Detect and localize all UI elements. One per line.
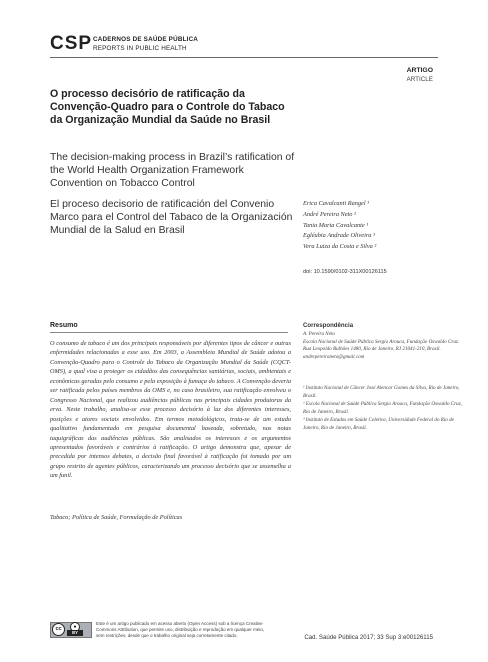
correspondence-heading: Correspondência <box>303 322 354 329</box>
affiliation: ² Escola Nacional de Saúde Pública Sergio Arouca, Fundação Oswaldo Cruz, Rio de Janeiro, Brasil. <box>303 400 462 415</box>
author: Vera Luiza da Costa e Silva ² <box>303 243 377 251</box>
correspondence-institution: Escola Nacional de Saúde Pública Sergio Arouca, Fundação Oswaldo Cruz. <box>303 338 460 345</box>
license-text: Este é um artigo publicado em acesso aberto (Open Access) sob a licença Creative Commons Attribution, que permite uso, distribuição e reprodução em qualquer meio, sem restrições, desde que o trabalho original seja corretamente citado. <box>96 621 265 638</box>
correspondence-address: Rua Leopoldo Bulhões 1480, Rio de Janeiro, RJ 21041-210, Brasil. <box>303 346 441 353</box>
author: André Pereira Neto ² <box>303 210 356 218</box>
author: Egléubia Andrade Oliveira ³ <box>303 232 375 240</box>
abstract-heading: Resumo <box>50 322 78 329</box>
keywords: Tabaco; Política de Saúde, Formulação de Políticas <box>50 514 183 521</box>
correspondence-email[interactable]: andrepereiraneto@gmail.com <box>303 354 365 361</box>
correspondence-name: A. Pereira Neto <box>303 331 335 337</box>
affiliation: ¹ Instituto Nacional de Câncer José Alencar Gomes da Silva, Rio de Janeiro, Brasil. <box>303 385 460 399</box>
header-rule <box>50 57 438 58</box>
correspondence-block <box>303 331 463 362</box>
abstract-rule <box>50 332 288 333</box>
footer-citation: Cad. Saúde Pública 2017; 33 Sup 3:e00126115 <box>304 634 433 641</box>
affiliation: ³ Instituto de Estudos em Saúde Coletiva, Universidade Federal do Rio de Janeiro, Rio de Janeiro, Brasil. <box>303 416 454 431</box>
title-english: The decision-making process in Brazil’s ratification of the World Health Organization Framework Convention on Tobacco Control <box>50 152 295 189</box>
by-label: BY <box>67 630 83 636</box>
author-list <box>303 199 376 253</box>
title-portuguese: O processo decisório de ratificação da Convenção-Quadro para o Controle do Tabaco da Organização Mundial da Saúde no Brasil <box>50 88 285 126</box>
author: Erica Cavalcanti Rangel ¹ <box>303 200 370 207</box>
abstract-text: O consumo de tabaco é um dos principais responsáveis por diferentes tipos de câncer e outras enfermidades relacionadas a esse uso. Em 2003, a Assembleia Mundial de Saúde adotou a Convenção-Quadro para o Controle do Tabaco da Organização Mundial da Saúde (CQCT-OMS), a qual visa a proteger os cidadãos das consequências sanitárias, sociais, ambientais e econômicas geradas pelo consumo e pela exposição à fumaça do tabaco. A Convenção deveria ser ratificada pelos países membros da OMS e, no caso brasileiro, sua ratificação envolveu o Congresso Nacional, que realizou audiências públicas nas principais cidades produtoras da erva. Neste trabalho, analisa-se esse processo decisório à luz dos diferentes interesses, posições e atores sociais envolvidos. Em termos metodológicos, trata-se de um estudo qualitativo fundamentado em pesquisa documental baseada, sobretudo, nas notas taquigráficas das audiências públicas. São analisados os interesses e os argumentos apresentados favoráveis e contrários à ratificação. O artigo demonstra que, apesar de precedida por intensos debates, a decisão final favorável à ratificação foi tomada por um grupo restrito de agentes públicos, caracterizando um processo decisório que se assemelha a um funil. <box>50 340 291 480</box>
affiliation-list <box>303 385 463 433</box>
doi-link[interactable]: doi: 10.1590/0102-311X00126115 <box>303 269 387 275</box>
attribution-person-icon: ● <box>70 622 80 632</box>
cc-icon: cc <box>52 623 65 636</box>
journal-name-pt: CADERNOS DE SAÚDE PÚBLICA <box>93 36 199 43</box>
title-spanish: El proceso decisorio de ratificación del Convenio Marco para el Control del Tabaco de la Organización Mundial de la Salud en Brasil <box>50 199 293 236</box>
section-label: ARTIGO <box>406 67 433 74</box>
author: Tania Maria Cavalcante ¹ <box>303 221 369 229</box>
section-label-translation: ARTICLE <box>406 76 433 83</box>
journal-logo: CSP <box>50 33 93 54</box>
journal-name-en: REPORTS IN PUBLIC HEALTH <box>93 45 187 52</box>
